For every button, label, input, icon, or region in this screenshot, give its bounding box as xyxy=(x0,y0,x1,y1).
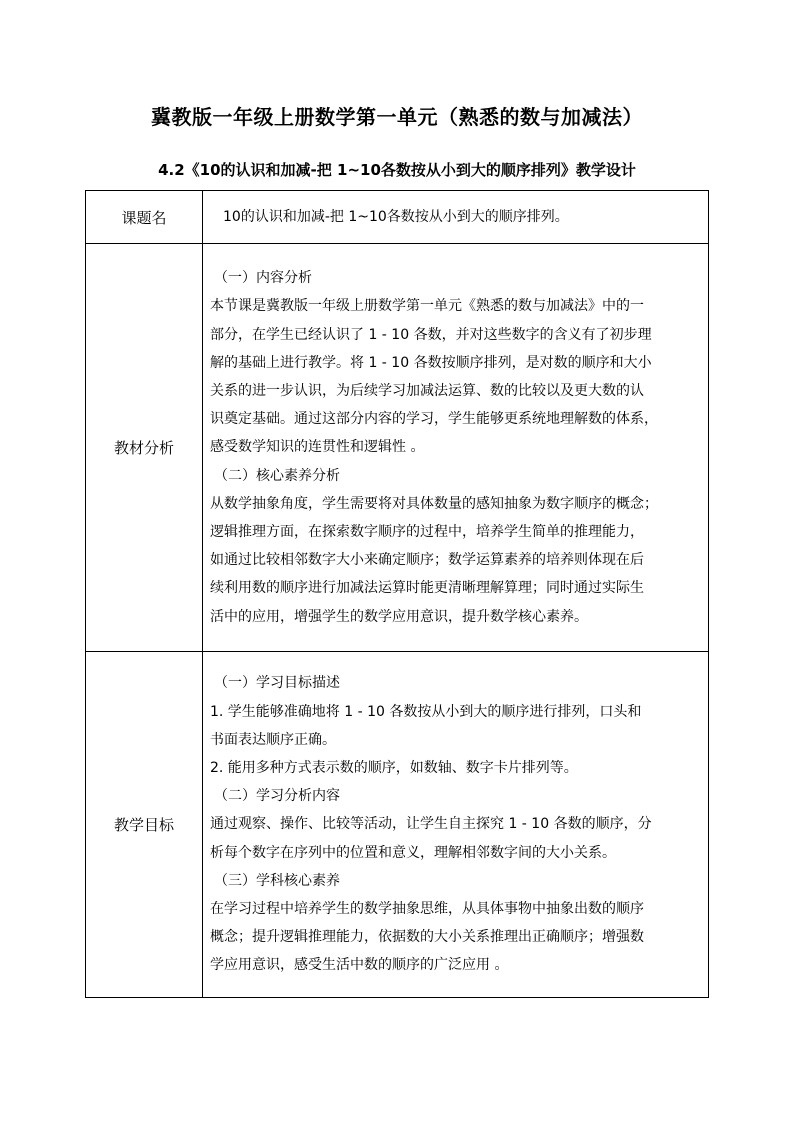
document-subtitle: 4.2《10的认识和加减-把 1~10各数按从小到大的顺序排列》教学设计 xyxy=(158,161,636,179)
goals-paragraph-line: 通过观察、操作、比较等活动，让学生自主探究 1 - 10 各数的顺序，分 xyxy=(210,816,652,833)
topic-label: 课题名 xyxy=(86,191,203,244)
table-row-analysis xyxy=(86,244,709,652)
table-row-goals xyxy=(86,652,709,998)
analysis-paragraph-line: 解的基础上进行教学。将 1 - 10 各数按顺序排列，是对数的顺序和大小 xyxy=(210,354,652,371)
document-title: 冀教版一年级上册数学第一单元（熟悉的数与加减法） xyxy=(151,105,643,129)
goals-paragraph-line: 概念；提升逻辑推理能力，依据数的大小关系推理出正确顺序；增强数 xyxy=(210,929,644,946)
goals-heading-analysis: （二）学习分析内容 xyxy=(214,788,340,805)
analysis-paragraph-line: 续利用数的顺序进行加减法运算时能更清晰理解算理；同时通过实际生 xyxy=(210,580,644,597)
analysis-paragraph-line: 逻辑推理方面，在探索数字顺序的过程中，培养学生简单的推理能力， xyxy=(210,524,644,540)
goals-paragraph-line: 书面表达顺序正确。 xyxy=(210,731,336,748)
goals-paragraph-line: 1. 学生能够准确地将 1 - 10 各数按从小到大的顺序进行排列，口头和 xyxy=(210,703,642,720)
analysis-paragraph-line: 如通过比较相邻数字大小来确定顺序；数学运算素养的培养则体现在后 xyxy=(210,552,644,569)
analysis-paragraph-line: 关系的进一步认识，为后续学习加减法运算、数的比较以及更大数的认 xyxy=(210,382,644,399)
analysis-paragraph-line: 活中的应用，增强学生的数学应用意识，提升数学核心素养。 xyxy=(210,608,588,625)
goals-content xyxy=(203,652,709,998)
analysis-paragraph-line: 本节课是冀教版一年级上册数学第一单元《熟悉的数与加减法》中的一 xyxy=(210,298,644,315)
topic-value: 10的认识和加减-把 1~10各数按从小到大的顺序排列。 xyxy=(203,191,709,244)
goals-paragraph-line: 学应用意识，感受生活中数的顺序的广泛应用 。 xyxy=(210,957,509,974)
analysis-heading-core: （二）核心素养分析 xyxy=(214,467,340,484)
goals-paragraph-line: 2. 能用多种方式表示数的顺序，如数轴、数字卡片排列等。 xyxy=(210,759,578,776)
analysis-paragraph-line: 识奠定基础。通过这部分内容的学习，学生能够更系统地理解数的体系， xyxy=(210,411,658,428)
table-row-topic xyxy=(86,191,709,244)
goals-label: 教学目标 xyxy=(86,652,203,998)
goals-heading-objectives: （一）学习目标描述 xyxy=(214,675,340,692)
goals-heading-literacy: （三）学科核心素养 xyxy=(214,872,340,889)
goals-paragraph-line: 在学习过程中培养学生的数学抽象思维，从具体事物中抽象出数的顺序 xyxy=(210,901,644,917)
analysis-paragraph-line: 部分，在学生已经认识了 1 - 10 各数，并对这些数字的含义有了初步理 xyxy=(210,326,652,343)
analysis-paragraph-line: 从数学抽象角度，学生需要将对具体数量的感知抽象为数字顺序的概念； xyxy=(210,495,658,512)
analysis-heading-content: （一）内容分析 xyxy=(214,270,312,287)
analysis-label: 教材分析 xyxy=(86,244,203,652)
analysis-paragraph-line: 感受数学知识的连贯性和逻辑性 。 xyxy=(210,439,425,456)
analysis-content xyxy=(203,244,709,652)
lesson-plan-table xyxy=(85,190,709,998)
goals-paragraph-line: 析每个数字在序列中的位置和意义，理解相邻数字间的大小关系。 xyxy=(210,844,616,861)
